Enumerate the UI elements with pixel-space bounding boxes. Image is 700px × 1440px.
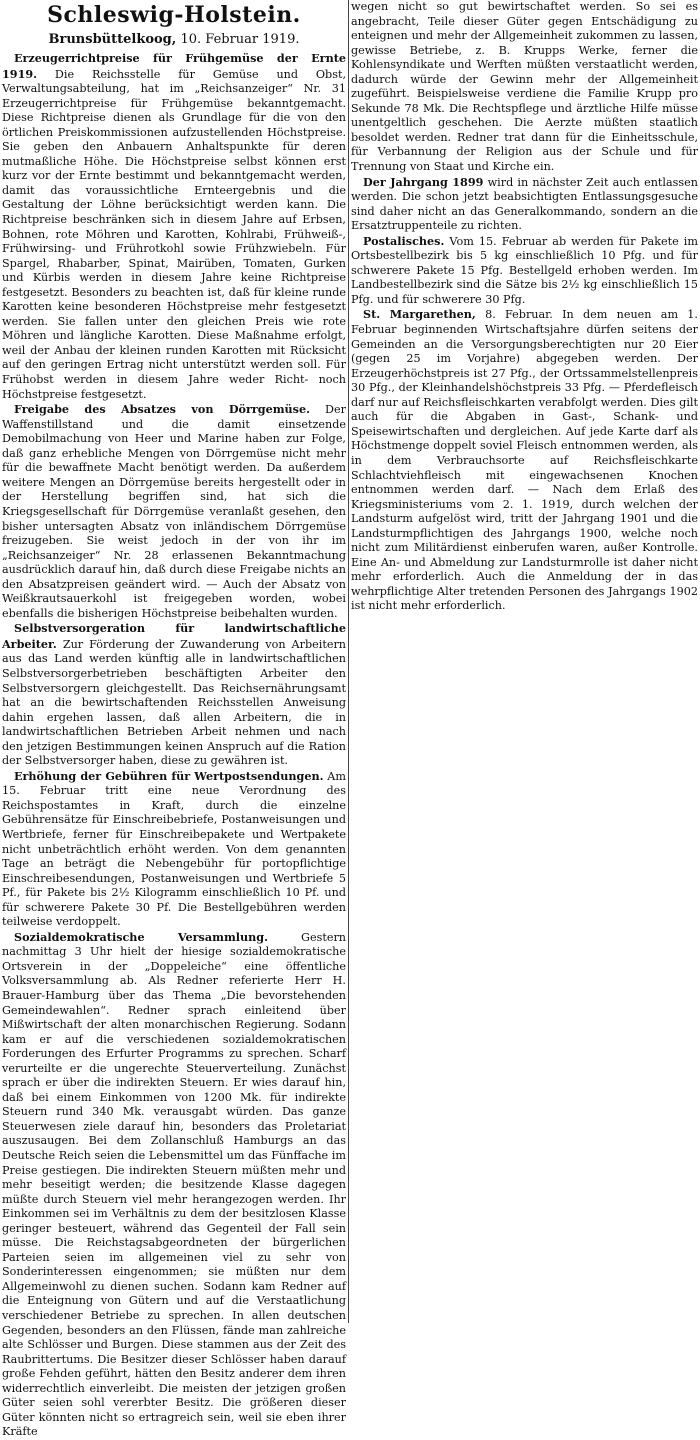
article-title: Freigabe des Absatzes von Dörrgemüse. [14, 402, 310, 417]
article-body: Vom 15. Februar ab werden für Pakete im Ortsbestellbezirk bis 5 kg einschließlich 10 Pfg. und für schwerere Pakete 15 Pfg. Bestellgeld erhoben werden. Im Landbestellbezirk sind die Sätze bis 2½ kg einschließlich 15 Pfg. und für schwerere 30 Pfg. [351, 234, 698, 306]
article-jahrgang-1899 [351, 175, 698, 234]
dateline-place: Brunsbüttelkoog, [48, 32, 177, 47]
article-body: Zur Förderung der Zuwanderung von Arbeitern aus das Land werden künftig alle in landwirtschaftlichen Selbstversorgerbetrieben beschäftigten Arbeiter den Selbstversorgern gleichgestellt. Das Reichsernährungsamt hat an die bewirtschaftenden Reichsstellen Anweisung dahin ergehen lassen, daß allen Arbeitern, die in landwirtschaftlichen Betrieben Arbeit nehmen und nach den jetzigen Bestimmungen keinen Anspruch auf die Ration der Selbstversorger haben, diese zu gewähren ist. [2, 637, 346, 768]
article-body: Gestern nachmittag 3 Uhr hielt der hiesige sozialdemokratische Ortsverein in der „Doppeleiche“ eine öffentliche Volksversammlung ab. Als Redner referierte Herr H. Brauer-Hamburg über das Thema „Die bevorstehenden Gemeindewahlen“. Redner sprach einleitend über Mißwirtschaft der alten monarchischen Regierung. Sodann kam er auf die verschiedenen sozialdemokratischen Forderungen des Erfurter Programms zu sprechen. Scharf verurteilte er die ungerechte Steuerverteilung. Zunächst sprach er über die indirekten Steuern. Er wies darauf hin, daß bei einem Einkommen von 1200 Mk. für indirekte Steuern rund 340 Mk. verausgabt würden. Das ganze Steuerwesen ziele darauf hin, besonders das Proletariat auszusaugen. Bei dem Zollanschluß Hamburgs an das Deutsche Reich seien die Lebensmittel um das Fünffache im Preise gestiegen. Die indirekten Steuern müßten mehr und mehr beseitigt werden; die besitzende Klasse dagegen müßte durch Steuern viel mehr herangezogen werden. Ihr Einkommen sei im Verhältnis zu dem der besitzlosen Klasse geringer besteuert, während das Gegenteil der Fall sein müsse. Die Reichstagsabgeordneten der bürgerlichen Parteien seien im allgemeinen viel zu sehr von Sonderinteressen eingenommen; sie müßten nur dem Allgemeinwohl zu dienen suchen. Sodann kam Redner auf die Enteignung von Gütern und auf die Verstaatlichung verschiedener Betriebe zu sprechen. In allen deutschen Gegenden, besonders an den Flüssen, fände man zahlreiche alte Schlösser und Burgen. Diese stammen aus der Zeit des Raubrittertums. Die Besitzer dieser Schlösser haben darauf große Fehden geführt, hätten den Besitz anderer dem ihren widerrechtlich einverleibt. Die meisten der jetzigen großen Güter seien sohl vererbter Besitz. Die größeren dieser Güter könnten nicht so ertragreich sein, weil sie eben ihrer Kräfte [2, 930, 347, 1439]
article-body: wegen nicht so gut bewirtschaftet werden. So sei es angebracht, Teile dieser Güter gegen Entschädigung zu enteignen und mehr der Allgemeinheit zukommen zu lassen, gewisse Betriebe, z. B. Krupps Werke, ferner die Kohlensyndikate und Werften müßten verstaatlicht werden, dadurch würde der Gewinn mehr der Allgemeinheit zugeführt. Beispielsweise verdiene die Familie Krupp pro Sekunde 78 Mk. Die Rechtspflege und ärztliche Hilfe müsse unentgeltlich geschehen. Die Aerzte müßten staatlich besoldet werden. Redner trat dann für die Einheitsschule, für Verbannung der Religion aus der Schule und für Trennung von Staat und Kirche ein. [351, 0, 698, 174]
article-body: Am 15. Februar tritt eine neue Verordnung des Reichspostamtes in Kraft, durch die einzelne Gebührensätze für Einschreibebriefe, Postanweisungen und Wertbriefe, ferner für Einschreibepakete und Wertpakete nicht unbeträchtlich erhöht werden. Von dem genannten Tage an beträgt die Nebengebühr für portopflichtige Einschreibesendungen, Postanweisungen und Wertbriefe 5 Pf., für Pakete bis 2½ Kilogramm einschließlich 10 Pf. und für schwerere Pakete 30 Pf. Die Bestellgebühren werden teilweise verdoppelt. [2, 769, 346, 929]
article-selbstversorgeration [2, 621, 346, 768]
article-title: Postalisches. [363, 233, 445, 248]
article-doerrgemuese [2, 402, 346, 621]
dateline-date: 10. Februar 1919. [180, 32, 300, 47]
article-body: wird in nächster Zeit auch entlassen werden. Die schon jetzt beabsichtigten Entlassungsgesuche sind daher nicht an das Generalkommando, sondern an die Ersatztruppenteile zu richten. [351, 175, 698, 233]
article-versammlung-continued [351, 0, 698, 175]
article-postalisches [351, 234, 698, 308]
article-title: Der Jahrgang 1899 [363, 174, 484, 189]
left-column [2, 0, 347, 1439]
article-title: Sozialdemokratische Versammlung. [14, 929, 269, 944]
article-title: St. Margarethen, [363, 307, 476, 322]
article-wertpostsendungen [2, 769, 346, 930]
right-column [351, 0, 698, 613]
column-divider [348, 0, 349, 1323]
article-title: Erzeugerrichtpreise für Frühgemüse der Ernte 1919. [2, 51, 346, 81]
section-heading: Schleswig-Holstein. [47, 2, 301, 28]
article-st-margarethen [351, 307, 698, 613]
article-title: Erhöhung der Gebühren für Wertpostsendungen. [14, 768, 324, 783]
article-fruehgemuese [2, 51, 346, 402]
article-body: 8. Februar. In dem neuen am 1. Februar beginnenden Wirtschaftsjahre dürfen seitens der Gemeinden an die Versorgungsberechtigten nur 20 Eier (gegen 25 im Vorjahre) abgegeben werden. Der Erzeugerhöchstpreis ist 27 Pfg., der Ortssammelstellenpreis 30 Pfg., der Kleinhandelshöchstpreis 33 Pfg. — Pferdefleisch darf nur auf Reichsfleischkarten verabfolgt werden. Dies gilt auch für die Abgaben in Gast-, Schank- und Speisewirtschaften und dergleichen. Auf jede Karte darf als Höchstmenge doppelt soviel Fleisch entnommen werden, als in dem Verbrauchsorte auf Reichsfleischkarte Schlachtviehfleisch mit eingewachsenen Knochen entnommen werden darf. — Nach dem Erlaß des Kriegsministeriums vom 2. 1. 1919, durch welchen der Landsturm aufgelöst wird, tritt der Jahrgang 1901 und die Landsturmpflichtigen des Jahrgangs 1900, welche noch nicht zum Militärdienst einberufen waren, außer Kontrolle. Eine An- und Abmeldung zur Landsturmrolle ist daher nicht mehr erforderlich. Auch die Anmeldung der in das wehrpflichtige Alter tretenden Personen des Jahrgangs 1902 ist nicht mehr erforderlich. [351, 308, 698, 613]
article-body: Der Waffenstillstand und die damit einsetzende Demobilmachung von Heer und Marine haben zur Folge, daß ganz erhebliche Mengen von Dörrgemüse nicht mehr für die bewaffnete Macht benötigt werden. Da außerdem weitere Mengen an Dörrgemüse bereits hergestellt oder in der Herstellung begriffen sind, hat sich die Kriegsgesellschaft für Dörrgemüse veranlaßt gesehen, den bisher untersagten Absatz von inländischem Dörrgemüse freizugeben. Sie weist jedoch in der von ihr im „Reichsanzeiger“ Nr. 28 erlassenen Bekanntmachung ausdrücklich darauf hin, daß durch diese Freigabe nichts an den Absatzpreisen geändert wird. — Auch der Absatz von Weißkrautsauerkohl ist freigegeben worden, wobei ebenfalls die bisherigen Höchstpreise beibehalten wurden. [2, 403, 346, 620]
dateline [2, 32, 346, 48]
article-title: Selbstversorgeration für landwirtschaftliche Arbeiter. [2, 621, 346, 651]
article-versammlung [2, 930, 346, 1440]
article-body: Die Reichsstelle für Gemüse und Obst, Verwaltungsabteilung, hat im „Reichsanzeiger“ Nr. 31 Erzeugerrichtpreise für Frühgemüse bekanntgemacht. Diese Richtpreise dienen als Grundlage für die von den örtlichen Preiskommissionen aufzustellenden Höchstpreise. Sie geben den Anbauern Anhaltspunkte für deren mutmaßliche Höhe. Die Höchstpreise selbst können erst kurz vor der Ernte bestimmt und bekanntgemacht werden, damit das voraussichtliche Ernteergebnis und die Gestaltung der Löhne berücksichtigt werden kann. Die Richtpreise beschränken sich in diesem Jahre auf Erbsen, Bohnen, rote Möhren und Karotten, Kohlrabi, Frühweiß-, Frühwirsing- und Frührotkohl sowie Frühzwiebeln. Für Spargel, Rhabarber, Spinat, Mairüben, Tomaten, Gurken und Kürbis werden in diesem Jahre keine Richtpreise festgesetzt. Besonders zu beachten ist, daß für kleine runde Karotten keine besonderen Höchstpreise mehr festgesetzt werden. Sie fallen unter den gleichen Preis wie rote Möhren und längliche Karotten. Diese Maßnahme erfolgt, weil der Anbau der kleinen runden Karotten mit Rücksicht auf den geringen Ertrag nicht unterstützt werden soll. Für Frühobst werden in diesem Jahre weder Richt- noch Höchstpreise festgesetzt. [2, 67, 347, 401]
